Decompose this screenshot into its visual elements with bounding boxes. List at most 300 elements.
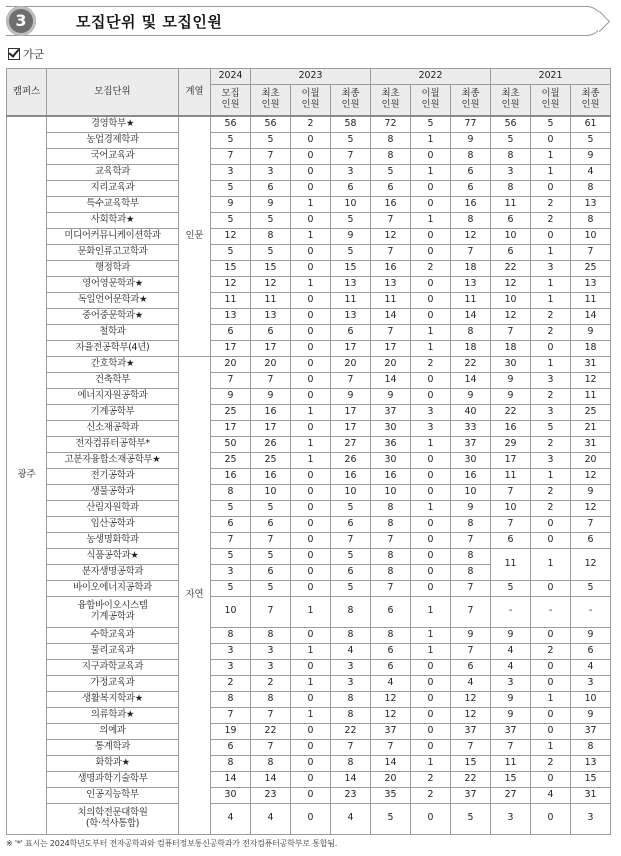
header-year: 2022	[371, 69, 491, 85]
unit-name: 경영학부★	[47, 116, 179, 132]
value-cell: 0	[291, 564, 331, 580]
value-cell: 56	[211, 116, 251, 132]
value-cell: 0	[531, 180, 571, 196]
value-cell: 7	[211, 148, 251, 164]
value-cell: 1	[531, 244, 571, 260]
value-cell: 1	[411, 500, 451, 516]
value-cell: 20	[371, 356, 411, 372]
value-cell: 8	[451, 564, 491, 580]
value-cell: 9	[451, 132, 491, 148]
value-cell: 8	[211, 484, 251, 500]
footnote: ※ '*' 표시는 2024학년도부터 전자공학과와 컴퓨터정보통신공학과가 전자컴퓨터공학부로 통합됨.	[6, 839, 338, 848]
value-cell-merged: 12	[571, 548, 611, 580]
table-row	[7, 723, 611, 739]
value-cell: 16	[451, 468, 491, 484]
value-cell: 18	[451, 340, 491, 356]
unit-name: 지구과학교육과	[47, 659, 179, 675]
value-cell: 5	[251, 244, 291, 260]
value-cell: 6	[331, 564, 371, 580]
value-cell: 8	[331, 707, 371, 723]
value-cell: 12	[451, 707, 491, 723]
value-cell: 0	[531, 532, 571, 548]
value-cell: 7	[491, 484, 531, 500]
header-arrow-icon	[589, 11, 610, 32]
value-cell: 1	[291, 276, 331, 292]
page-title: 모집단위 및 모집인원	[76, 13, 223, 31]
value-cell: 12	[571, 500, 611, 516]
value-cell: 22	[451, 771, 491, 787]
value-cell: 5	[251, 132, 291, 148]
value-cell: 18	[571, 340, 611, 356]
value-cell: 37	[371, 404, 411, 420]
value-cell: 6	[451, 180, 491, 196]
value-cell: 20	[211, 356, 251, 372]
value-cell: 8	[371, 548, 411, 564]
value-cell: 0	[411, 707, 451, 723]
value-cell: 12	[371, 691, 411, 707]
value-cell: 6	[331, 516, 371, 532]
value-cell: 15	[491, 771, 531, 787]
value-cell: 10	[571, 691, 611, 707]
value-cell: 0	[291, 340, 331, 356]
value-cell: 1	[531, 739, 571, 755]
value-cell: 14	[371, 308, 411, 324]
unit-name: 분자생명공학과	[47, 564, 179, 580]
value-cell: 5	[411, 116, 451, 132]
value-cell: 56	[491, 116, 531, 132]
value-cell: 5	[211, 212, 251, 228]
value-cell: 7	[251, 372, 291, 388]
value-cell: 0	[531, 803, 571, 834]
value-cell: 6	[571, 643, 611, 659]
value-cell: 13	[571, 196, 611, 212]
value-cell: 0	[291, 691, 331, 707]
value-cell: 4	[251, 803, 291, 834]
value-cell: 9	[451, 388, 491, 404]
value-cell: 8	[571, 739, 611, 755]
value-cell: 2	[531, 755, 571, 771]
value-cell: 0	[531, 580, 571, 596]
value-cell: 3	[251, 643, 291, 659]
value-cell: 15	[211, 260, 251, 276]
value-cell: 5	[331, 548, 371, 564]
unit-name: 독일언어문학과★	[47, 292, 179, 308]
value-cell: 14	[451, 372, 491, 388]
table-row	[7, 484, 611, 500]
value-cell: 17	[211, 340, 251, 356]
value-cell: 9	[571, 627, 611, 643]
value-cell: 20	[571, 452, 611, 468]
unit-name: 생활복지학과★	[47, 691, 179, 707]
value-cell: 3	[211, 659, 251, 675]
value-cell: 15	[251, 260, 291, 276]
value-cell: 7	[331, 372, 371, 388]
value-cell: 9	[491, 707, 531, 723]
value-cell: 3	[211, 564, 251, 580]
value-cell: 26	[331, 452, 371, 468]
table-row	[7, 180, 611, 196]
value-cell: 8	[251, 691, 291, 707]
value-cell: 7	[371, 324, 411, 340]
value-cell: 1	[411, 643, 451, 659]
table-row	[7, 675, 611, 691]
value-cell: 10	[211, 596, 251, 627]
value-cell: 7	[251, 739, 291, 755]
header-campus: 캠퍼스	[7, 69, 47, 117]
value-cell: 3	[211, 164, 251, 180]
value-cell: 2	[531, 484, 571, 500]
value-cell: 22	[491, 404, 531, 420]
value-cell: 14	[211, 771, 251, 787]
value-cell: 7	[451, 739, 491, 755]
value-cell: 16	[331, 468, 371, 484]
value-cell: 3	[491, 164, 531, 180]
value-cell: 5	[571, 132, 611, 148]
value-cell: 6	[371, 643, 411, 659]
unit-name: 미디어커뮤니케이션학과	[47, 228, 179, 244]
value-cell: 0	[291, 356, 331, 372]
value-cell: 11	[251, 292, 291, 308]
value-cell: 6	[251, 516, 291, 532]
value-cell: 0	[411, 180, 451, 196]
value-cell: 37	[371, 723, 411, 739]
header-subcol: 이월 인원	[291, 85, 331, 117]
value-cell: 16	[491, 420, 531, 436]
value-cell: 8	[211, 755, 251, 771]
value-cell: -	[491, 596, 531, 627]
value-cell: 37	[451, 723, 491, 739]
value-cell: 0	[531, 516, 571, 532]
value-cell: 3	[531, 260, 571, 276]
table-row	[7, 244, 611, 260]
unit-name: 바이오에너지공학과	[47, 580, 179, 596]
value-cell: 6	[331, 180, 371, 196]
value-cell: 30	[371, 420, 411, 436]
value-cell: 12	[571, 372, 611, 388]
value-cell: 2	[531, 643, 571, 659]
value-cell: 15	[571, 771, 611, 787]
value-cell: 37	[451, 436, 491, 452]
value-cell: 1	[411, 436, 451, 452]
value-cell: 22	[451, 356, 491, 372]
header-subcol: 이월 인원	[531, 85, 571, 117]
value-cell: 3	[211, 643, 251, 659]
group-label-text: 가군	[23, 48, 45, 61]
value-cell: 7	[211, 532, 251, 548]
value-cell: 13	[251, 308, 291, 324]
value-cell: 0	[531, 132, 571, 148]
value-cell: 8	[251, 228, 291, 244]
value-cell: 7	[211, 372, 251, 388]
unit-name: 임산공학과	[47, 516, 179, 532]
value-cell: 0	[531, 771, 571, 787]
section-number-badge: 3	[6, 6, 36, 36]
unit-name: 치의학전문대학원 (학·석사통합)	[47, 803, 179, 834]
checkbox-checked-icon	[8, 48, 20, 60]
value-cell: 3	[411, 420, 451, 436]
value-cell: 30	[211, 787, 251, 803]
table-row	[7, 436, 611, 452]
value-cell: 25	[211, 404, 251, 420]
value-cell: 3	[251, 659, 291, 675]
value-cell: 22	[331, 723, 371, 739]
value-cell: 0	[291, 212, 331, 228]
value-cell: 0	[531, 707, 571, 723]
value-cell: 77	[451, 116, 491, 132]
value-cell: 7	[451, 532, 491, 548]
value-cell: 0	[291, 260, 331, 276]
table-row	[7, 548, 611, 564]
value-cell: 8	[371, 500, 411, 516]
value-cell: 36	[371, 436, 411, 452]
value-cell: 15	[331, 260, 371, 276]
value-cell: 1	[531, 148, 571, 164]
value-cell: 1	[411, 132, 451, 148]
unit-name: 신소재공학과	[47, 420, 179, 436]
value-cell: 10	[491, 500, 531, 516]
table-row	[7, 803, 611, 834]
unit-name: 가정교육과	[47, 675, 179, 691]
value-cell: 6	[451, 659, 491, 675]
value-cell: 7	[251, 707, 291, 723]
campus-cell: 광주	[7, 116, 47, 834]
value-cell: 17	[331, 420, 371, 436]
table-row	[7, 643, 611, 659]
value-cell: 19	[211, 723, 251, 739]
value-cell: 8	[451, 324, 491, 340]
unit-name: 수학교육과	[47, 627, 179, 643]
value-cell: 72	[371, 116, 411, 132]
value-cell: 6	[371, 596, 411, 627]
value-cell: 0	[531, 627, 571, 643]
value-cell: 2	[531, 500, 571, 516]
unit-name: 기계공학부	[47, 404, 179, 420]
value-cell: 5	[251, 212, 291, 228]
value-cell: 17	[331, 340, 371, 356]
value-cell: 6	[251, 180, 291, 196]
value-cell: 3	[571, 803, 611, 834]
value-cell: 5	[211, 548, 251, 564]
value-cell: 16	[251, 468, 291, 484]
value-cell: 9	[211, 388, 251, 404]
table-row	[7, 500, 611, 516]
value-cell: 7	[251, 596, 291, 627]
value-cell: 0	[411, 452, 451, 468]
unit-name: 중어중문학과★	[47, 308, 179, 324]
value-cell: 6	[211, 324, 251, 340]
value-cell: 12	[571, 468, 611, 484]
header-subcol: 최초 인원	[491, 85, 531, 117]
value-cell: 0	[531, 675, 571, 691]
unit-name: 영어영문학과★	[47, 276, 179, 292]
unit-name: 농생명화학과	[47, 532, 179, 548]
value-cell: 9	[331, 388, 371, 404]
value-cell: 7	[331, 739, 371, 755]
table-row	[7, 452, 611, 468]
value-cell: 1	[531, 468, 571, 484]
value-cell: 11	[571, 292, 611, 308]
value-cell: 9	[571, 484, 611, 500]
value-cell: 35	[371, 787, 411, 803]
table-row	[7, 276, 611, 292]
value-cell: 31	[571, 787, 611, 803]
value-cell: 9	[211, 196, 251, 212]
value-cell: 5	[251, 500, 291, 516]
table-row	[7, 627, 611, 643]
value-cell: 9	[571, 707, 611, 723]
value-cell: 3	[491, 803, 531, 834]
header-unit: 모집단위	[47, 69, 179, 117]
table-row	[7, 388, 611, 404]
unit-name: 건축학부	[47, 372, 179, 388]
value-cell: 6	[491, 212, 531, 228]
value-cell: 8	[371, 148, 411, 164]
header-subcol: 모집 인원	[211, 85, 251, 117]
value-cell: 11	[331, 292, 371, 308]
header-subcol: 이월 인원	[411, 85, 451, 117]
table-row	[7, 771, 611, 787]
value-cell: 0	[411, 468, 451, 484]
value-cell: 25	[251, 452, 291, 468]
value-cell: 5	[211, 132, 251, 148]
unit-name: 고분자융합소재공학부★	[47, 452, 179, 468]
value-cell: 0	[291, 180, 331, 196]
value-cell: 0	[291, 388, 331, 404]
value-cell: 30	[491, 356, 531, 372]
value-cell: 0	[291, 148, 331, 164]
value-cell: 50	[211, 436, 251, 452]
value-cell: 7	[491, 324, 531, 340]
value-cell: 26	[251, 436, 291, 452]
header-year: 2021	[491, 69, 611, 85]
value-cell: 1	[531, 292, 571, 308]
value-cell: 16	[211, 468, 251, 484]
value-cell: 4	[571, 659, 611, 675]
value-cell: 0	[531, 659, 571, 675]
table-row	[7, 132, 611, 148]
unit-name: 지리교육과	[47, 180, 179, 196]
value-cell: 1	[291, 404, 331, 420]
value-cell: 10	[251, 484, 291, 500]
value-cell: 27	[331, 436, 371, 452]
value-cell: 0	[291, 803, 331, 834]
value-cell: 13	[331, 276, 371, 292]
value-cell: 7	[211, 707, 251, 723]
value-cell: 7	[251, 532, 291, 548]
value-cell: 5	[331, 580, 371, 596]
value-cell: 11	[491, 196, 531, 212]
table-row	[7, 580, 611, 596]
value-cell: 25	[211, 452, 251, 468]
value-cell: 22	[491, 260, 531, 276]
unit-name: 식품공학과★	[47, 548, 179, 564]
value-cell: 0	[291, 500, 331, 516]
unit-name: 행정학과	[47, 260, 179, 276]
value-cell: 20	[251, 356, 291, 372]
value-cell: 10	[371, 484, 411, 500]
unit-name: 의예과	[47, 723, 179, 739]
value-cell: 5	[491, 132, 531, 148]
unit-name: 자율전공학부(4년)	[47, 340, 179, 356]
unit-name: 농업경제학과	[47, 132, 179, 148]
value-cell: 1	[411, 596, 451, 627]
value-cell: 10	[451, 484, 491, 500]
value-cell: 0	[291, 132, 331, 148]
table-row	[7, 228, 611, 244]
value-cell: 8	[371, 516, 411, 532]
value-cell: 0	[291, 580, 331, 596]
unit-name: 특수교육학부	[47, 196, 179, 212]
value-cell: 13	[331, 308, 371, 324]
value-cell: 6	[571, 532, 611, 548]
value-cell: 9	[331, 228, 371, 244]
value-cell: 8	[211, 627, 251, 643]
value-cell: 5	[211, 244, 251, 260]
table-row	[7, 372, 611, 388]
value-cell: 6	[251, 324, 291, 340]
value-cell: 33	[451, 420, 491, 436]
value-cell: 5	[371, 164, 411, 180]
value-cell: 8	[251, 755, 291, 771]
value-cell: 7	[451, 643, 491, 659]
value-cell: 8	[491, 180, 531, 196]
value-cell: 0	[291, 659, 331, 675]
value-cell: 1	[531, 276, 571, 292]
value-cell: 2	[211, 675, 251, 691]
value-cell: 1	[531, 356, 571, 372]
value-cell: 4	[331, 803, 371, 834]
unit-name: 간호학과★	[47, 356, 179, 372]
value-cell: 5	[211, 580, 251, 596]
value-cell: 4	[211, 803, 251, 834]
table-row	[7, 596, 611, 627]
value-cell: 7	[371, 739, 411, 755]
value-cell: 9	[251, 388, 291, 404]
value-cell: 1	[411, 755, 451, 771]
value-cell: 22	[251, 723, 291, 739]
value-cell: 0	[411, 580, 451, 596]
value-cell: 5	[531, 116, 571, 132]
value-cell: 0	[291, 468, 331, 484]
table-row	[7, 755, 611, 771]
value-cell: 13	[371, 276, 411, 292]
value-cell: 9	[571, 324, 611, 340]
value-cell: 9	[571, 148, 611, 164]
value-cell: 1	[411, 212, 451, 228]
value-cell: 7	[371, 244, 411, 260]
value-cell: 31	[571, 356, 611, 372]
value-cell: 18	[451, 260, 491, 276]
value-cell: 0	[411, 532, 451, 548]
table-row	[7, 212, 611, 228]
value-cell: 12	[211, 276, 251, 292]
value-cell: 0	[411, 388, 451, 404]
value-cell: 0	[411, 564, 451, 580]
value-cell: 2	[411, 260, 451, 276]
value-cell: 8	[331, 627, 371, 643]
value-cell: 11	[451, 292, 491, 308]
value-cell: 0	[291, 324, 331, 340]
value-cell-merged: 1	[531, 548, 571, 580]
value-cell: 8	[331, 691, 371, 707]
value-cell: 0	[411, 803, 451, 834]
value-cell: 4	[371, 675, 411, 691]
value-cell: 5	[331, 244, 371, 260]
value-cell: 61	[571, 116, 611, 132]
value-cell: 3	[531, 372, 571, 388]
value-cell: 1	[291, 596, 331, 627]
value-cell: 14	[251, 771, 291, 787]
